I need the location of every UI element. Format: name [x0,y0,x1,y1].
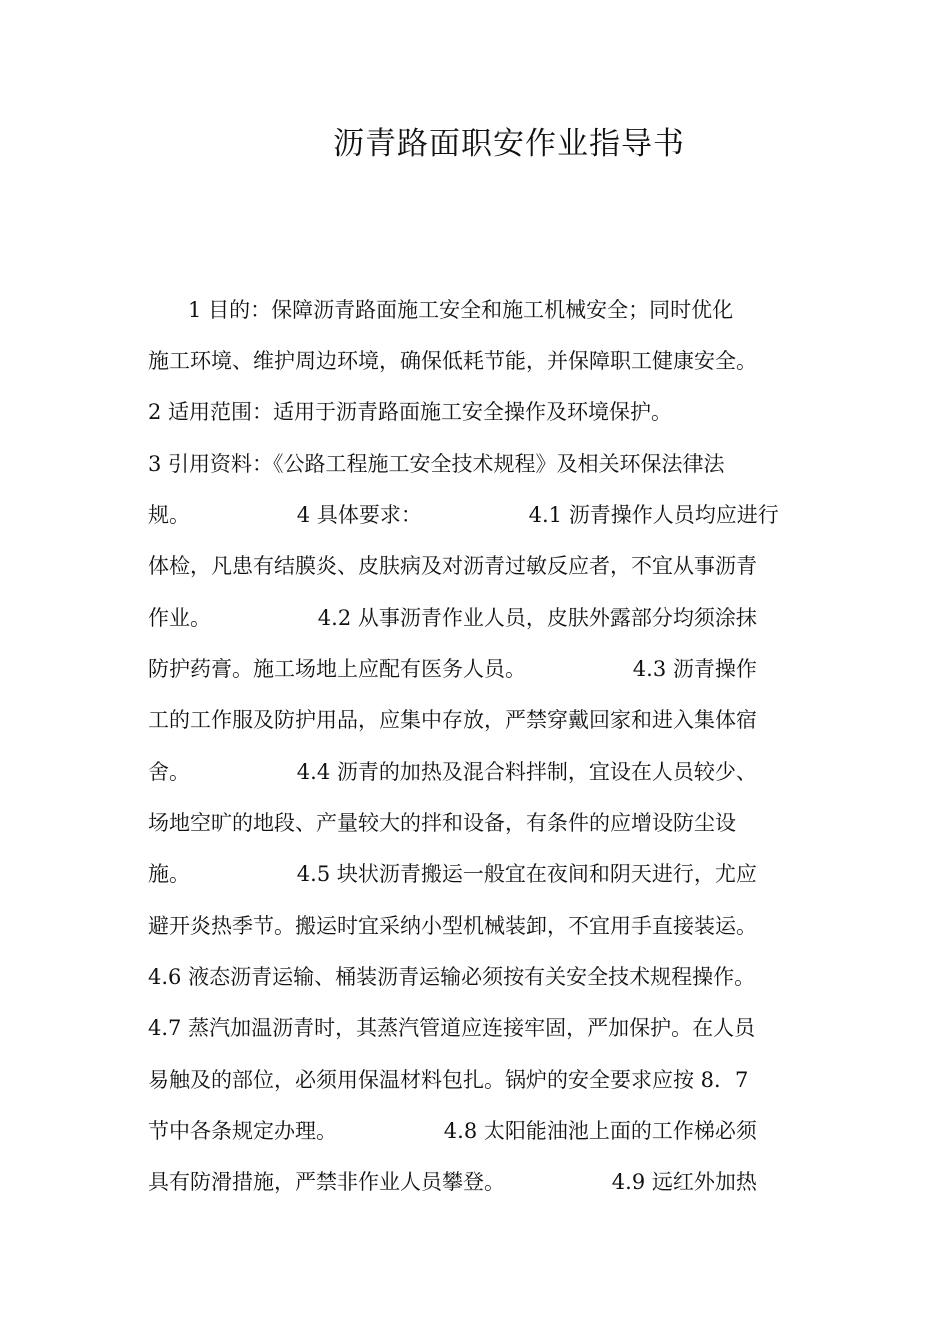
body-line: 施。 4.5 块状沥青搬运一般宜在夜间和阴天进行，尤应 [148,862,757,886]
body-line: 易触及的部位，必须用保温材料包扎。锅炉的安全要求应按 8．7 [148,1068,749,1092]
body-line: 工的工作服及防护用品，应集中存放，严禁穿戴回家和进入集体宿 [148,708,757,732]
body-line: 避开炎热季节。搬运时宜采纳小型机械装卸，不宜用手直接装运。 [148,914,757,938]
body-line: 施工环境、维护周边环境，确保低耗节能，并保障职工健康安全。 [148,349,757,373]
body-line: 4.7 蒸汽加温沥青时，其蒸汽管道应连接牢固，严加保护。在人员 [148,1016,756,1040]
body-line: 1 目的：保障沥青路面施工安全和施工机械安全；同时优化 [148,298,734,322]
body-line: 舍。 4.4 沥青的加热及混合料拌制，宜设在人员较少、 [148,760,757,784]
body-line: 作业。 4.2 从事沥青作业人员，皮肤外露部分均须涂抹 [148,606,757,630]
body-line: 体检，凡患有结膜炎、皮肤病及对沥青过敏反应者，不宜从事沥青 [148,554,757,578]
body-line: 防护药膏。施工场地上应配有医务人员。 4.3 沥青操作 [148,657,757,681]
document-title: 沥青路面职安作业指导书 [333,126,685,162]
body-line: 场地空旷的地段、产量较大的拌和设备，有条件的应增设防尘设 [148,811,736,835]
body-line: 3 引用资料：《公路工程施工安全技术规程》及相关环保法律法 [148,452,725,476]
body-line: 规。 4 具体要求： 4.1 沥青操作人员均应进行 [148,503,779,527]
body-line: 4.6 液态沥青运输、桶装沥青运输必须按有关安全技术规程操作。 [148,965,756,989]
body-line: 2 适用范围：适用于沥青路面施工安全操作及环境保护。 [148,400,673,424]
body-line: 具有防滑措施，严禁非作业人员攀登。 4.9 远红外加热 [148,1170,757,1194]
body-line: 节中各条规定办理。 4.8 太阳能油池上面的工作梯必须 [148,1119,757,1143]
